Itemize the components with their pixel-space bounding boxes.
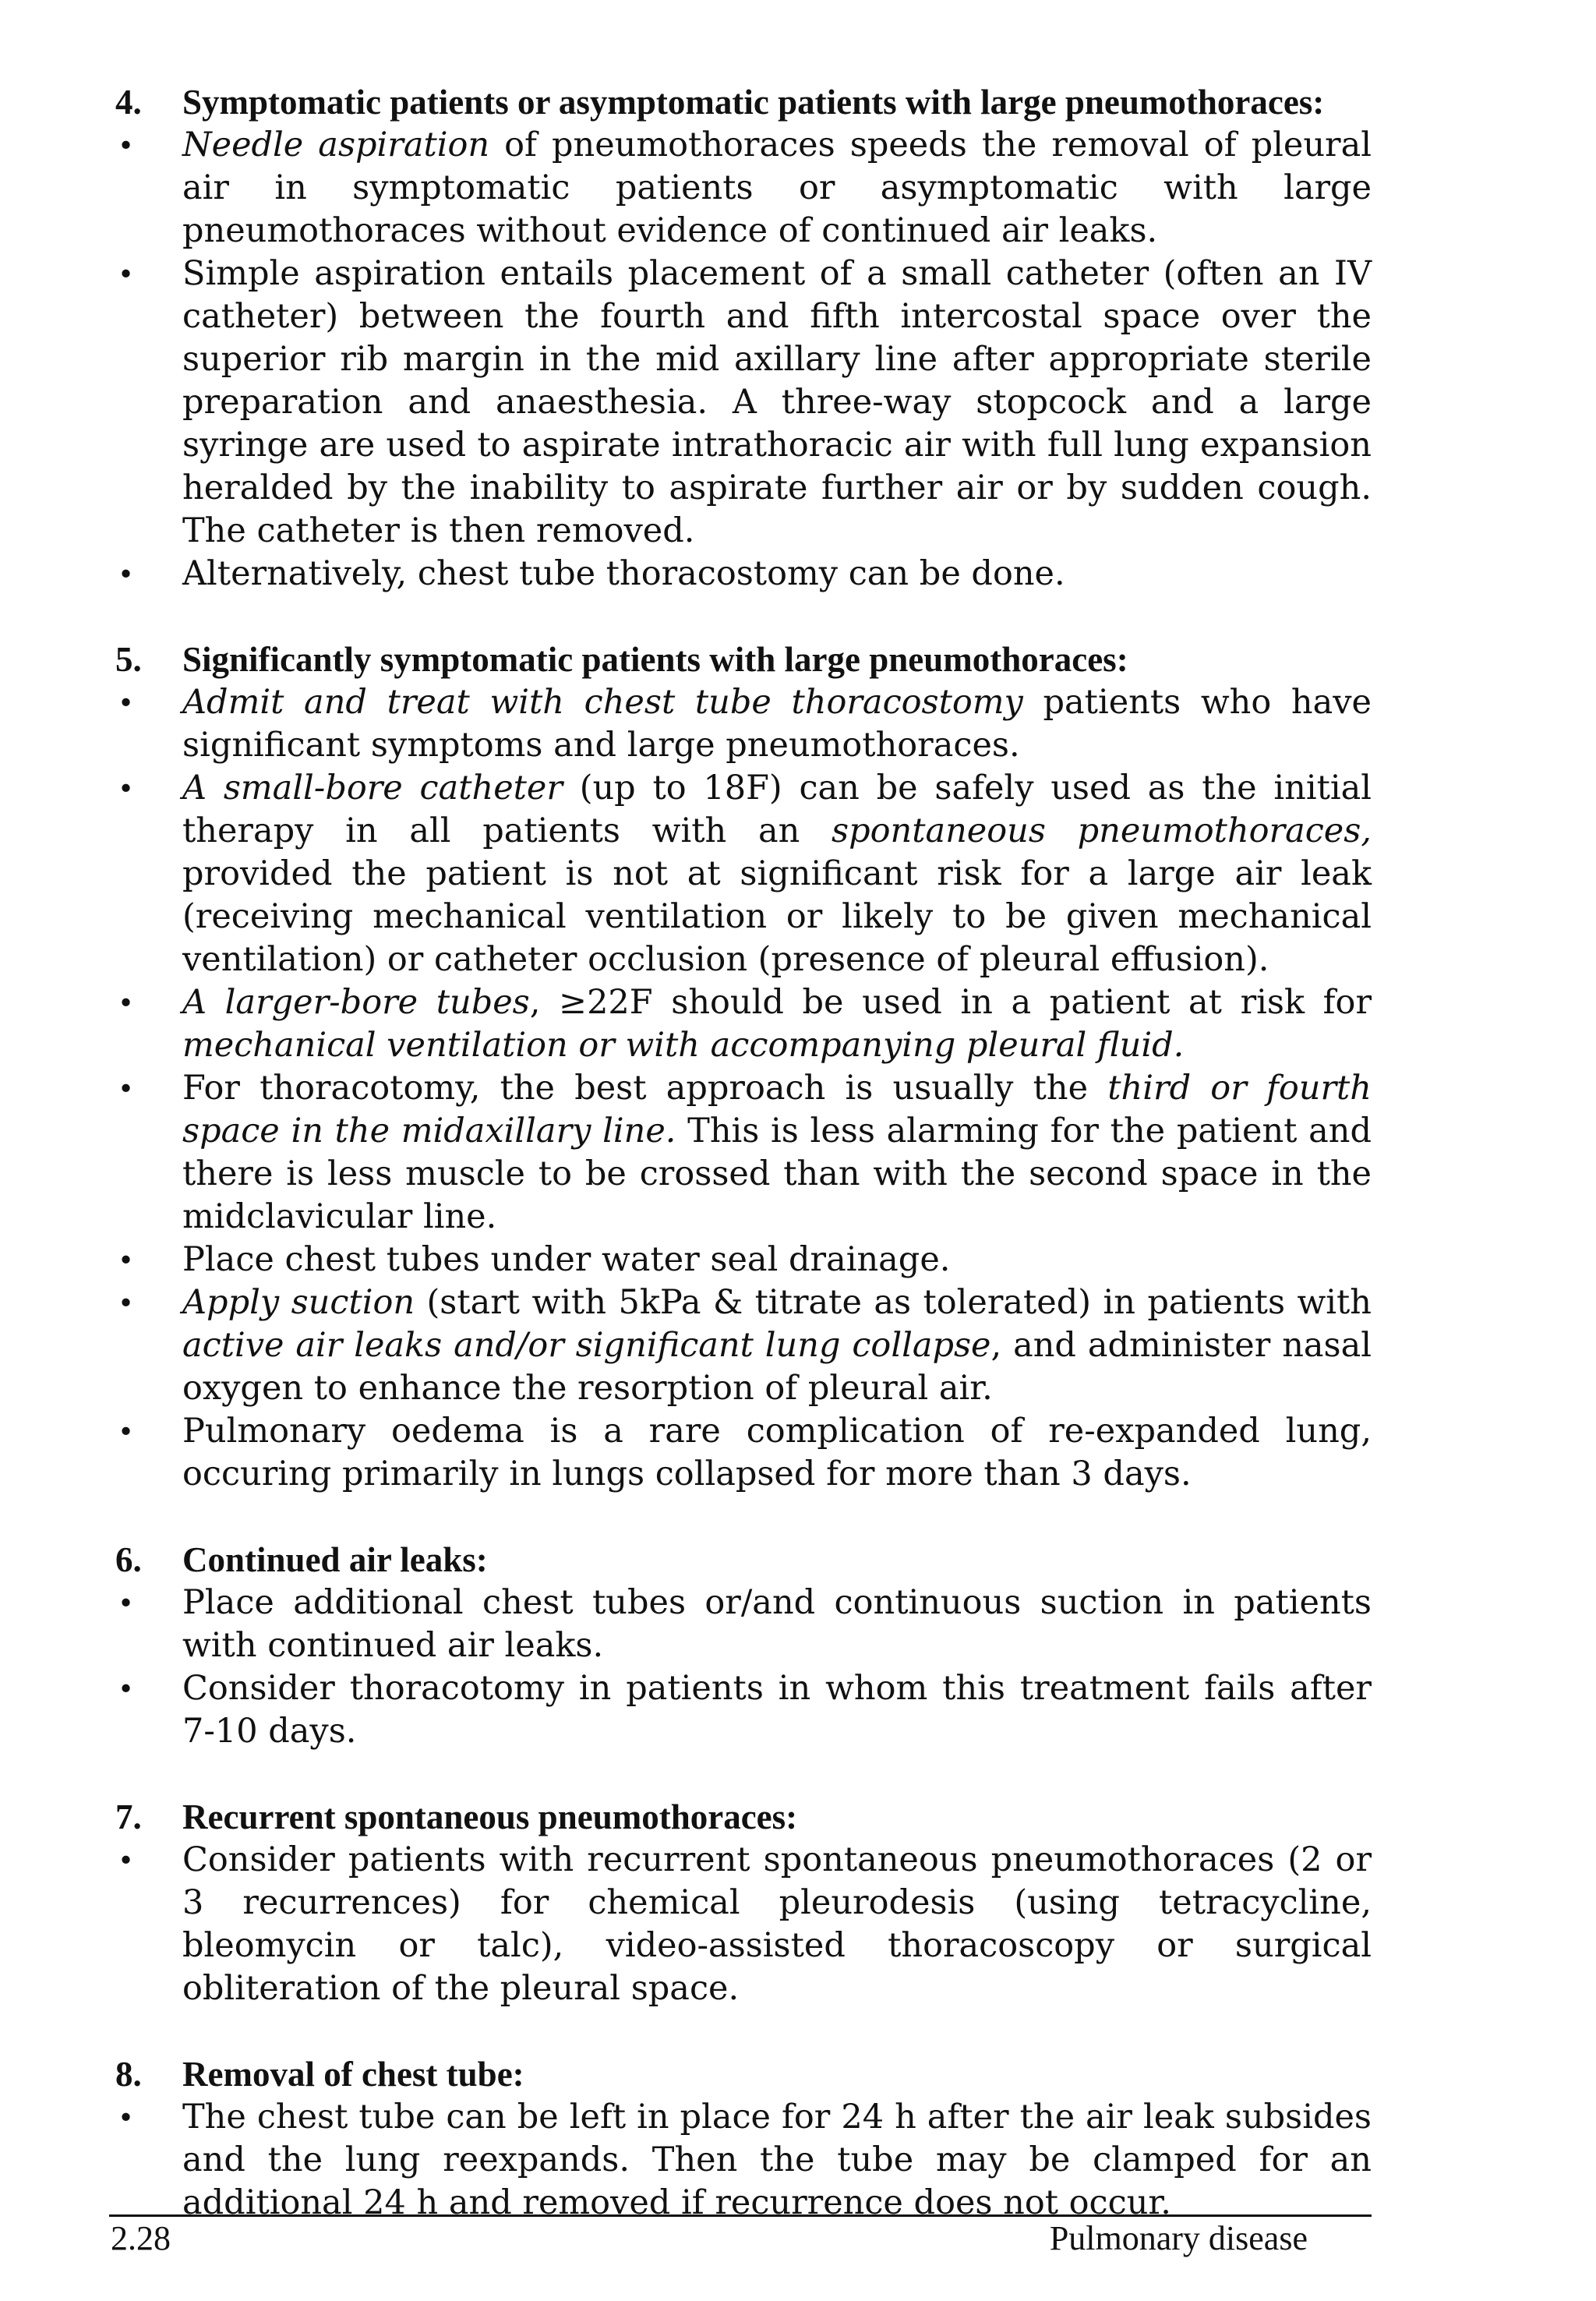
section-number: 8. <box>115 2055 142 2094</box>
italic-text: Apply suction <box>182 1283 415 1322</box>
section <box>115 638 1372 1496</box>
italic-text: spontaneous pneumothoraces, <box>832 811 1372 850</box>
bullet-item <box>115 767 1372 981</box>
section-number: 6. <box>115 1540 142 1579</box>
bullet-dot: • <box>120 1070 132 1107</box>
section <box>115 1539 1372 1753</box>
text-run: Place chest tubes under water seal drainage. <box>182 1240 951 1279</box>
text-run: Consider thoracotomy in patients in whom this treatment fails after 7-10 days. <box>182 1669 1372 1751</box>
section <box>115 1796 1372 2010</box>
bullet-dot: • <box>120 2099 132 2136</box>
bullet-item <box>115 124 1372 253</box>
bullet-dot: • <box>120 1413 132 1450</box>
italic-text: A larger-bore tubes <box>182 983 530 1022</box>
italic-text: A small-bore catheter <box>182 769 563 808</box>
section-number: 4. <box>115 83 142 122</box>
section-heading-text: Significantly symptomatic patients with large pneumothoraces: <box>182 640 1128 679</box>
bullet-item <box>115 1410 1372 1496</box>
bullet-item <box>115 253 1372 553</box>
bullet-item <box>115 1067 1372 1239</box>
bullet-item <box>115 553 1372 596</box>
section-number: 5. <box>115 640 142 679</box>
text-run: For thoracotomy, the best approach is usually the <box>182 1069 1108 1108</box>
section-heading <box>115 1796 1372 1839</box>
section-heading-text: Continued air leaks: <box>182 1540 488 1579</box>
section <box>115 81 1372 596</box>
bullet-dot: • <box>120 556 132 592</box>
text-run: of pneumothoraces speeds the removal of pleural air in symptomatic patients or asymptomatic with large pneumothoraces without evidence of continued air leaks. <box>182 125 1372 250</box>
section-heading <box>115 81 1372 124</box>
bullet-item <box>115 1839 1372 2010</box>
text-run: (start with 5kPa & titrate as tolerated) in patients with <box>415 1283 1372 1322</box>
section-number: 7. <box>115 1797 142 1836</box>
italic-text: active air leaks and/or significant lung collapse <box>182 1326 991 1365</box>
text-run: patients who have significant symptoms and large pneumothoraces. <box>182 683 1372 765</box>
text-run: , ≥22F should be used in a patient at risk for <box>529 983 1372 1022</box>
italic-text: third or fourth space in the midaxillary line. <box>182 1069 1372 1150</box>
bullet-item <box>115 1582 1372 1667</box>
italic-text: Admit and treat with chest tube thoracostomy <box>182 683 1023 722</box>
chapter-title: Pulmonary disease <box>1049 2219 1308 2257</box>
bullet-dot: • <box>120 1585 132 1621</box>
section <box>115 2053 1372 2225</box>
bullet-item <box>115 1239 1372 1281</box>
bullet-dot: • <box>120 1842 132 1879</box>
bullet-dot: • <box>120 127 132 164</box>
text-run: Pulmonary oedema is a rare complication of re-expanded lung, occuring primarily in lungs collapsed for more than 3 days. <box>182 1412 1372 1493</box>
italic-text: mechanical ventilation or with accompanying pleural fluid. <box>182 1026 1185 1065</box>
text-run: This is less alarming for the patient and there is less muscle to be crossed than with the second space in the midclavicular line. <box>182 1112 1372 1236</box>
page-content <box>115 81 1372 2267</box>
bullet-dot: • <box>120 684 132 721</box>
text-run: Alternatively, chest tube thoracostomy can be done. <box>182 554 1065 593</box>
text-run: Place additional chest tubes or/and continuous suction in patients with continued air leaks. <box>182 1583 1372 1665</box>
text-run: provided the patient is not at significant risk for a large air leak (receiving mechanical ventilation or likely to be given mechanical ventilation) or catheter occlusion (presence of pleural effusion). <box>182 854 1372 979</box>
section-heading-text: Removal of chest tube: <box>182 2055 524 2094</box>
text-run: , and administer nasal oxygen to enhance the resorption of pleural air. <box>182 1326 1372 1408</box>
bullet-item <box>115 681 1372 767</box>
section-heading-text: Symptomatic patients or asymptomatic patients with large pneumothoraces: <box>182 83 1325 122</box>
bullet-item <box>115 1281 1372 1410</box>
bullet-dot: • <box>120 256 132 292</box>
page-number: 2.28 <box>111 2219 171 2257</box>
section-heading <box>115 638 1372 681</box>
text-run: The chest tube can be left in place for 24 h after the air leak subsides and the lung reexpands. Then the tube may be clamped for an additional 24 h and removed if recurrence does not occur. <box>182 2098 1372 2222</box>
section-heading <box>115 1539 1372 1582</box>
bullet-dot: • <box>120 1285 132 1321</box>
bullet-dot: • <box>120 770 132 807</box>
text-run: (up to 18F) can be safely used as the initial therapy in all patients with an <box>182 769 1372 850</box>
section-heading-text: Recurrent spontaneous pneumothoraces: <box>182 1797 798 1836</box>
bullet-dot: • <box>120 1670 132 1707</box>
bullet-dot: • <box>120 984 132 1021</box>
bullet-item <box>115 981 1372 1067</box>
bullet-dot: • <box>120 1242 132 1278</box>
text-run: Consider patients with recurrent spontaneous pneumothoraces (2 or 3 recurrences) for chemical pleurodesis (using tetracycline, bleomycin or talc), video-assisted thoracoscopy or surgical obliteration of the pleural space. <box>182 1840 1372 2008</box>
bullet-item <box>115 2096 1372 2225</box>
italic-text: Needle aspiration <box>182 125 490 164</box>
text-run: Simple aspiration entails placement of a small catheter (often an IV catheter) between the fourth and fifth intercostal space over the superior rib margin in the mid axillary line after appropriate sterile preparation and anaesthesia. A three-way stopcock and a large syringe are used to aspirate intrathoracic air with full lung expansion heralded by the inability to aspirate further air or by sudden cough. The catheter is then removed. <box>182 254 1372 550</box>
bullet-item <box>115 1667 1372 1753</box>
section-heading <box>115 2053 1372 2096</box>
